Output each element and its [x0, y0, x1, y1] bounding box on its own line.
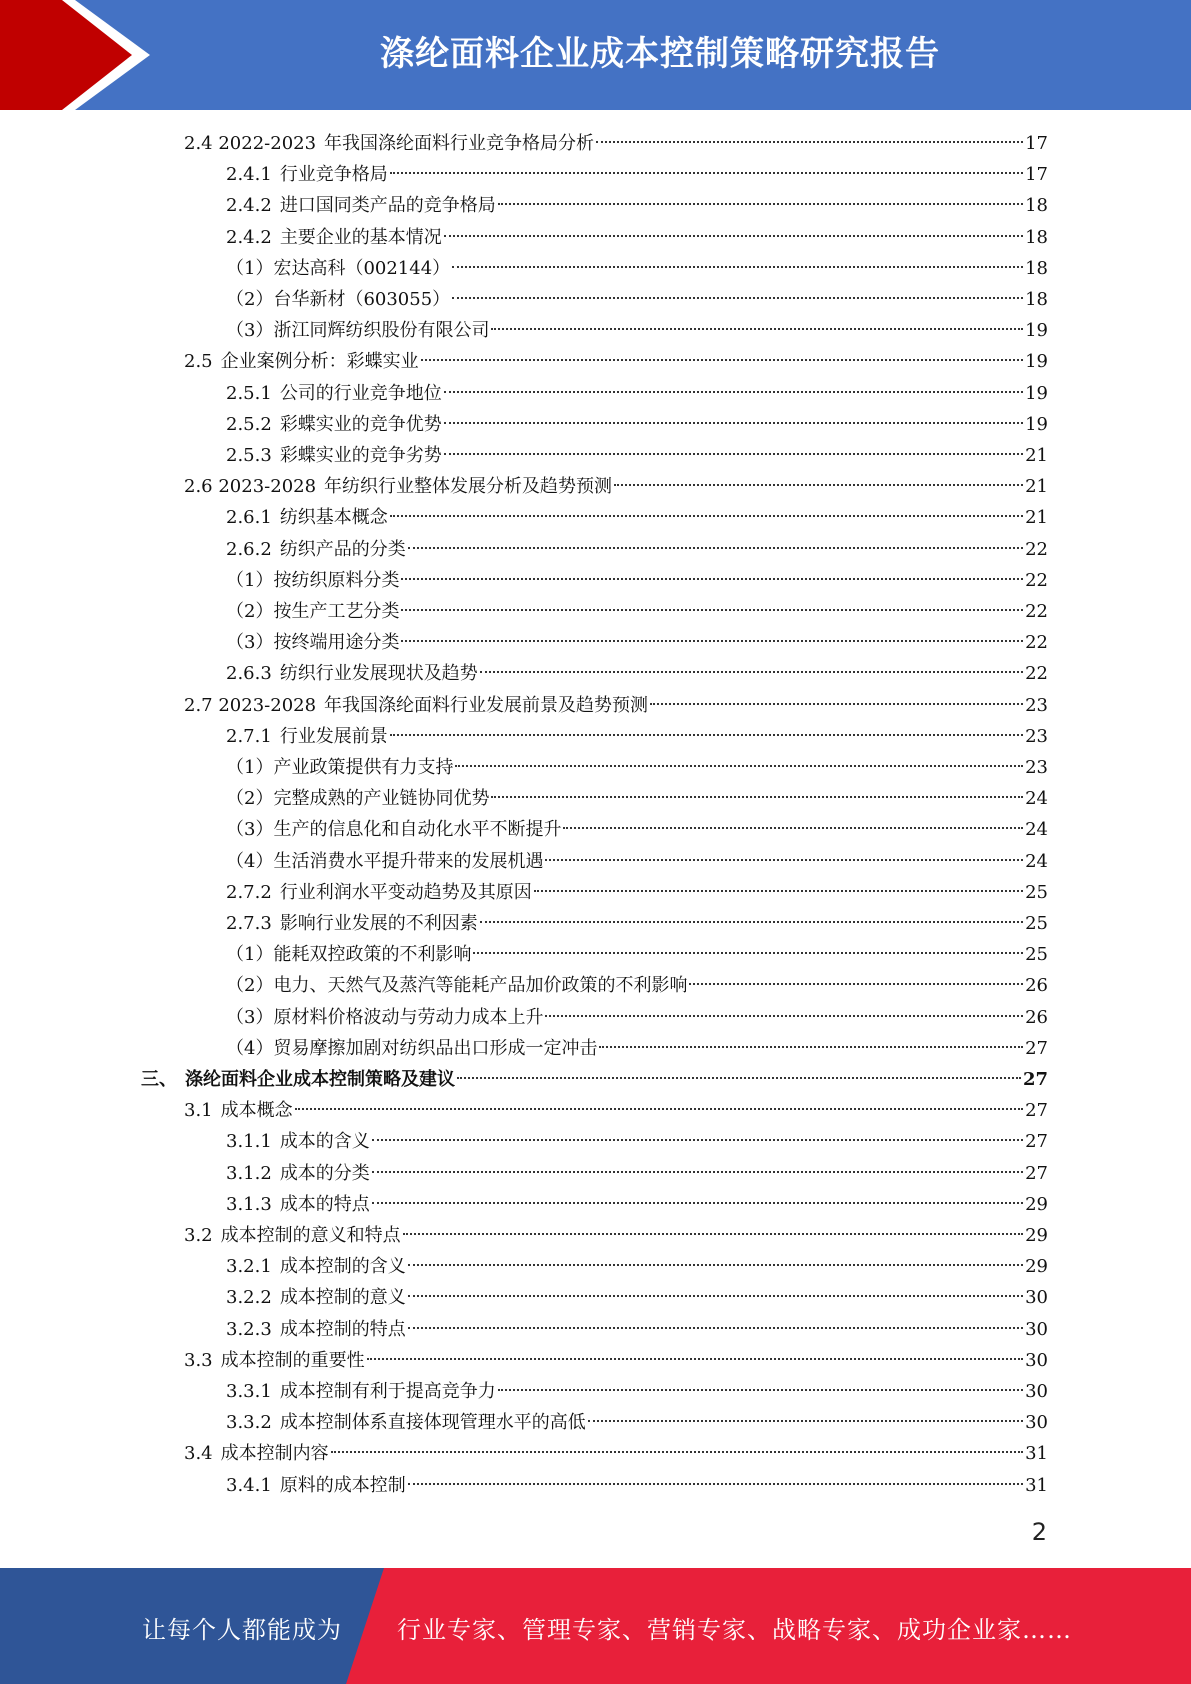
toc-dot-leader — [444, 453, 1023, 455]
toc-dot-leader — [372, 1139, 1023, 1141]
toc-dot-leader — [372, 1171, 1023, 1173]
toc-entry-title: 成本控制的特点 — [279, 1318, 406, 1340]
toc-entry[interactable] — [226, 658, 1048, 689]
toc-entry-title: 生产的信息化和自动化水平不断提升 — [273, 819, 562, 841]
toc-entry-title: 台华新材（603055） — [273, 289, 451, 310]
toc-entry-page: 25 — [1025, 944, 1048, 966]
footer-slogan-left: 让每个人都能成为 — [142, 1616, 342, 1644]
toc-entry-title: 行业发展前景 — [279, 725, 388, 747]
toc-entry-page: 29 — [1025, 1256, 1048, 1278]
toc-entry-title: 产业政策提供有力支持 — [273, 757, 454, 778]
toc-entry[interactable] — [226, 378, 1048, 409]
toc-entry-page: 19 — [1025, 320, 1048, 342]
toc-dot-leader — [444, 422, 1023, 424]
toc-entry[interactable] — [226, 1189, 1048, 1220]
toc-entry-number: 3.1.1 — [226, 1131, 272, 1153]
toc-entry-page: 26 — [1025, 1006, 1048, 1028]
toc-entry-number: （3） — [226, 320, 274, 342]
toc-entry-number: （1） — [226, 569, 274, 591]
toc-entry-page: 19 — [1025, 413, 1048, 435]
toc-entry-page: 24 — [1025, 788, 1048, 810]
toc-entry-page: 18 — [1025, 289, 1048, 310]
toc-entry-page: 23 — [1025, 757, 1048, 778]
toc-entry-number: （2） — [226, 975, 274, 997]
toc-entry[interactable] — [226, 908, 1048, 939]
toc-entry[interactable] — [226, 1376, 1048, 1407]
toc-entry-number: 2.4.2 — [226, 226, 272, 248]
toc-entry[interactable] — [226, 502, 1048, 533]
toc-dot-leader — [614, 484, 1023, 486]
toc-entry[interactable] — [184, 1345, 1048, 1376]
toc-entry-title: 成本控制的意义和特点 — [220, 1225, 401, 1246]
toc-entry[interactable] — [226, 159, 1048, 190]
toc-entry-page: 27 — [1025, 1162, 1048, 1184]
toc-entry-number: 2.4.1 — [226, 164, 272, 186]
toc-entry[interactable] — [184, 128, 1048, 159]
toc-entry-title: 按终端用途分类 — [273, 632, 400, 654]
toc-entry-page: 30 — [1025, 1412, 1048, 1434]
toc-entry-title: 进口国同类产品的竞争格局 — [279, 195, 496, 217]
toc-entry-page: 18 — [1025, 195, 1048, 217]
toc-entry[interactable] — [226, 939, 1048, 970]
toc-entry-page: 23 — [1025, 725, 1048, 747]
toc-entry-page: 17 — [1025, 164, 1048, 186]
toc-entry-page: 21 — [1025, 507, 1048, 529]
toc-entry-title: 行业竞争格局 — [279, 164, 388, 186]
toc-dot-leader — [390, 172, 1023, 174]
toc-entry-page: 24 — [1025, 850, 1048, 872]
toc-entry-title: 年我国涤纶面料行业发展前景及趋势预测 — [324, 694, 649, 716]
toc-entry-title: 宏达高科（002144） — [273, 257, 451, 279]
toc-entry-page: 21 — [1025, 476, 1048, 498]
toc-entry-title: 主要企业的基本情况 — [279, 226, 442, 248]
toc-entry-number: 3.2.1 — [226, 1256, 272, 1278]
toc-dot-leader — [403, 1233, 1023, 1235]
toc-entry-page: 23 — [1025, 694, 1048, 716]
toc-entry-page: 27 — [1025, 1037, 1048, 1059]
report-title: 涤纶面料企业成本控制策略研究报告 — [380, 34, 940, 74]
toc-entry-title: 电力、天然气及蒸汽等能耗产品加价政策的不利影响 — [273, 975, 688, 997]
toc-entry[interactable] — [184, 346, 1048, 377]
toc-dot-leader — [473, 952, 1023, 954]
toc-dot-leader — [599, 1046, 1023, 1048]
toc-dot-leader — [421, 359, 1023, 361]
toc-entry-number: （4） — [226, 850, 274, 872]
toc-entry-title: 涤纶面料企业成本控制策略及建议 — [185, 1069, 455, 1090]
toc-entry[interactable] — [226, 1251, 1048, 1282]
toc-entry[interactable] — [184, 1220, 1048, 1251]
toc-entry-title: 生活消费水平提升带来的发展机遇 — [273, 850, 544, 872]
toc-dot-leader — [372, 1202, 1023, 1204]
toc-entry[interactable] — [226, 783, 1048, 814]
toc-entry-number: （3） — [226, 819, 274, 841]
toc-dot-leader — [534, 890, 1023, 892]
toc-entry-title: 公司的行业竞争地位 — [279, 382, 442, 404]
header-arrow-icon — [0, 0, 160, 110]
toc-entry[interactable] — [226, 534, 1048, 565]
toc-dot-leader — [498, 203, 1023, 205]
toc-entry-page: 26 — [1025, 975, 1048, 997]
toc-entry[interactable] — [226, 1470, 1048, 1501]
toc-entry[interactable] — [184, 690, 1048, 721]
toc-entry-title: 原材料价格波动与劳动力成本上升 — [273, 1006, 544, 1028]
toc-entry-title: 成本控制体系直接体现管理水平的高低 — [279, 1412, 586, 1434]
toc-entry-number: 3.2 — [184, 1225, 213, 1246]
toc-entry[interactable] — [226, 315, 1048, 346]
toc-entry-title: 年纺织行业整体发展分析及趋势预测 — [324, 476, 613, 498]
toc-entry-title: 成本控制内容 — [220, 1443, 329, 1465]
toc-entry[interactable] — [226, 1407, 1048, 1438]
toc-entry-title: 按生产工艺分类 — [273, 601, 400, 622]
toc-entry[interactable] — [226, 846, 1048, 877]
toc-entry-number: 2.5.3 — [226, 445, 272, 466]
footer-band — [0, 1568, 1191, 1684]
toc-entry[interactable] — [226, 1314, 1048, 1345]
toc-entry-title: 成本的含义 — [279, 1131, 370, 1153]
toc-entry-number: 三、 — [141, 1069, 177, 1090]
toc-dot-leader — [498, 1389, 1023, 1391]
toc-entry-title: 行业利润水平变动趋势及其原因 — [279, 881, 532, 903]
toc-entry-page: 29 — [1025, 1225, 1048, 1246]
toc-entry[interactable] — [226, 440, 1048, 471]
toc-entry[interactable] — [226, 596, 1048, 627]
toc-entry-title: 原料的成本控制 — [279, 1474, 406, 1496]
toc-entry-page: 27 — [1025, 1100, 1048, 1122]
toc-entry-page: 24 — [1025, 819, 1048, 841]
toc-entry-page: 29 — [1025, 1193, 1048, 1215]
toc-entry-page: 31 — [1025, 1443, 1048, 1465]
toc-entry-title: 年我国涤纶面料行业竞争格局分析 — [324, 133, 595, 154]
toc-entry[interactable] — [226, 877, 1048, 908]
toc-dot-leader — [408, 1295, 1023, 1297]
toc-entry-title: 成本概念 — [220, 1100, 293, 1122]
toc-dot-leader — [331, 1451, 1023, 1453]
toc-entry-page: 31 — [1025, 1474, 1048, 1496]
toc-entry-number: 2.6 2023-2028 — [184, 476, 317, 498]
toc-entry[interactable] — [226, 752, 1048, 783]
toc-entry-number: 3.3.2 — [226, 1412, 272, 1434]
footer-slogan-right: 行业专家、管理专家、营销专家、战略专家、成功企业家…… — [397, 1616, 1072, 1644]
toc-dot-leader — [408, 1483, 1023, 1485]
toc-entry-number: （2） — [226, 289, 274, 310]
toc-entry-number: 2.4.2 — [226, 195, 272, 217]
toc-entry-page: 30 — [1025, 1381, 1048, 1402]
toc-entry-title: 成本的特点 — [279, 1193, 370, 1215]
toc-entry-number: （4） — [226, 1037, 274, 1059]
toc-entry-number: （3） — [226, 632, 274, 654]
toc-entry[interactable] — [184, 1095, 1048, 1126]
toc-entry[interactable] — [184, 471, 1048, 502]
toc-entry[interactable] — [226, 1126, 1048, 1157]
toc-entry-number: （1） — [226, 757, 274, 778]
toc-entry[interactable] — [226, 721, 1048, 752]
toc-dot-leader — [588, 1420, 1023, 1422]
toc-dot-leader — [295, 1108, 1023, 1110]
toc-dot-leader — [452, 266, 1023, 268]
toc-entry-title: 完整成熟的产业链协同优势 — [273, 788, 490, 810]
toc-entry[interactable] — [226, 284, 1048, 315]
toc-entry-title: 成本控制有利于提高竞争力 — [279, 1381, 496, 1402]
toc-dot-leader — [491, 328, 1023, 330]
toc-entry-number: （2） — [226, 601, 274, 622]
toc-entry-number: 2.5.2 — [226, 413, 272, 435]
toc-entry-title: 贸易摩擦加剧对纺织品出口形成一定冲击 — [273, 1037, 598, 1059]
toc-entry-number: 3.4.1 — [226, 1474, 272, 1496]
toc-entry-page: 30 — [1025, 1318, 1048, 1340]
toc-entry-title: 纺织基本概念 — [279, 507, 388, 529]
toc-entry-page: 27 — [1025, 1131, 1048, 1153]
toc-entry-page: 27 — [1022, 1069, 1048, 1090]
toc-entry-title: 成本控制的意义 — [279, 1287, 406, 1309]
toc-entry[interactable] — [226, 1002, 1048, 1033]
toc-entry-number: 3.1 — [184, 1100, 213, 1122]
toc-entry-title: 按纺织原料分类 — [273, 569, 400, 591]
toc-dot-leader — [401, 609, 1023, 611]
toc-entry-number: 2.4 2022-2023 — [184, 133, 317, 154]
toc-entry-number: （1） — [226, 257, 274, 279]
toc-entry-number: 2.7.1 — [226, 725, 272, 747]
toc-dot-leader — [563, 827, 1023, 829]
toc-entry-number: 2.7.2 — [226, 881, 272, 903]
toc-dot-leader — [689, 983, 1023, 985]
toc-entry[interactable] — [226, 1033, 1048, 1064]
toc-entry-page: 30 — [1025, 1287, 1048, 1309]
toc-entry-page: 30 — [1025, 1349, 1048, 1371]
toc-entry[interactable] — [226, 970, 1048, 1001]
toc-dot-leader — [390, 734, 1023, 736]
toc-entry-title: 彩蝶实业的竞争优势 — [279, 413, 442, 435]
toc-entry[interactable] — [226, 190, 1048, 221]
toc-entry-page: 19 — [1025, 351, 1048, 373]
toc-entry-page: 22 — [1025, 601, 1048, 622]
toc-dot-leader — [452, 297, 1023, 299]
toc-entry-page: 22 — [1025, 663, 1048, 685]
toc-entry-page: 22 — [1025, 569, 1048, 591]
toc-entry-page: 25 — [1025, 881, 1048, 903]
toc-entry-title: 企业案例分析：彩蝶实业 — [220, 351, 419, 373]
toc-dot-leader — [390, 515, 1023, 517]
toc-dot-leader — [457, 1077, 1021, 1079]
toc-entry[interactable] — [226, 222, 1048, 253]
toc-dot-leader — [480, 671, 1023, 673]
toc-entry[interactable] — [226, 627, 1048, 658]
toc-entry[interactable] — [226, 814, 1048, 845]
toc-entry-page: 18 — [1025, 226, 1048, 248]
toc-dot-leader — [444, 235, 1023, 237]
toc-entry-number: 3.4 — [184, 1443, 213, 1465]
toc-entry-number: 2.5 — [184, 351, 213, 373]
toc-entry-number: 3.2.3 — [226, 1318, 272, 1340]
toc-dot-leader — [408, 1264, 1023, 1266]
toc-entry[interactable] — [141, 1064, 1048, 1095]
toc-entry-page: 25 — [1025, 913, 1048, 934]
toc-dot-leader — [545, 859, 1023, 861]
toc-dot-leader — [596, 141, 1023, 143]
toc-dot-leader — [545, 1015, 1023, 1017]
toc-entry-number: 2.6.3 — [226, 663, 272, 685]
toc-dot-leader — [401, 640, 1023, 642]
toc-entry-number: （3） — [226, 1006, 274, 1028]
toc-dot-leader — [401, 578, 1023, 580]
toc-entry-page: 22 — [1025, 538, 1048, 560]
toc-entry-page: 17 — [1025, 133, 1048, 154]
page-number: 2 — [1031, 1518, 1047, 1546]
toc-entry[interactable] — [226, 409, 1048, 440]
toc-entry-page: 22 — [1025, 632, 1048, 654]
toc-entry-number: 2.7 2023-2028 — [184, 694, 317, 716]
toc-entry-number: 3.3.1 — [226, 1381, 272, 1402]
toc-entry[interactable] — [226, 1282, 1048, 1313]
toc-dot-leader — [650, 703, 1023, 705]
toc-entry-title: 彩蝶实业的竞争劣势 — [279, 445, 442, 466]
header-band — [0, 0, 1191, 110]
toc-entry-number: 3.1.3 — [226, 1193, 272, 1215]
toc-entry-number: 3.1.2 — [226, 1162, 272, 1184]
toc-entry-title: 成本的分类 — [279, 1162, 370, 1184]
toc-dot-leader — [491, 796, 1023, 798]
toc-entry-title: 纺织产品的分类 — [279, 538, 406, 560]
toc-entry-number: （2） — [226, 788, 274, 810]
toc-entry-number: 2.7.3 — [226, 913, 272, 934]
toc-dot-leader — [444, 391, 1023, 393]
toc-entry-number: 3.3 — [184, 1349, 213, 1371]
toc-entry-page: 18 — [1025, 257, 1048, 279]
toc-entry[interactable] — [184, 1438, 1048, 1469]
toc-entry[interactable] — [226, 1158, 1048, 1189]
toc-entry-title: 成本控制的含义 — [279, 1256, 406, 1278]
toc-entry-page: 19 — [1025, 382, 1048, 404]
toc-entry-title: 浙江同辉纺织股份有限公司 — [273, 320, 490, 342]
toc-entry-number: 2.6.1 — [226, 507, 272, 529]
toc-entry-number: 3.2.2 — [226, 1287, 272, 1309]
toc-dot-leader — [480, 921, 1023, 923]
toc-entry-title: 纺织行业发展现状及趋势 — [279, 663, 478, 685]
toc-dot-leader — [408, 1327, 1023, 1329]
toc-dot-leader — [408, 547, 1023, 549]
toc-entry-number: 2.5.1 — [226, 382, 272, 404]
toc-dot-leader — [455, 765, 1023, 767]
toc-entry-title: 影响行业发展的不利因素 — [279, 913, 478, 934]
toc-entry-page: 21 — [1025, 445, 1048, 466]
toc-entry-number: （1） — [226, 944, 274, 966]
toc-entry-title: 成本控制的重要性 — [220, 1349, 365, 1371]
toc-entry[interactable] — [226, 253, 1048, 284]
toc-entry[interactable] — [226, 565, 1048, 596]
toc-entry-title: 能耗双控政策的不利影响 — [273, 944, 472, 966]
toc-dot-leader — [367, 1358, 1023, 1360]
toc-entry-number: 2.6.2 — [226, 538, 272, 560]
